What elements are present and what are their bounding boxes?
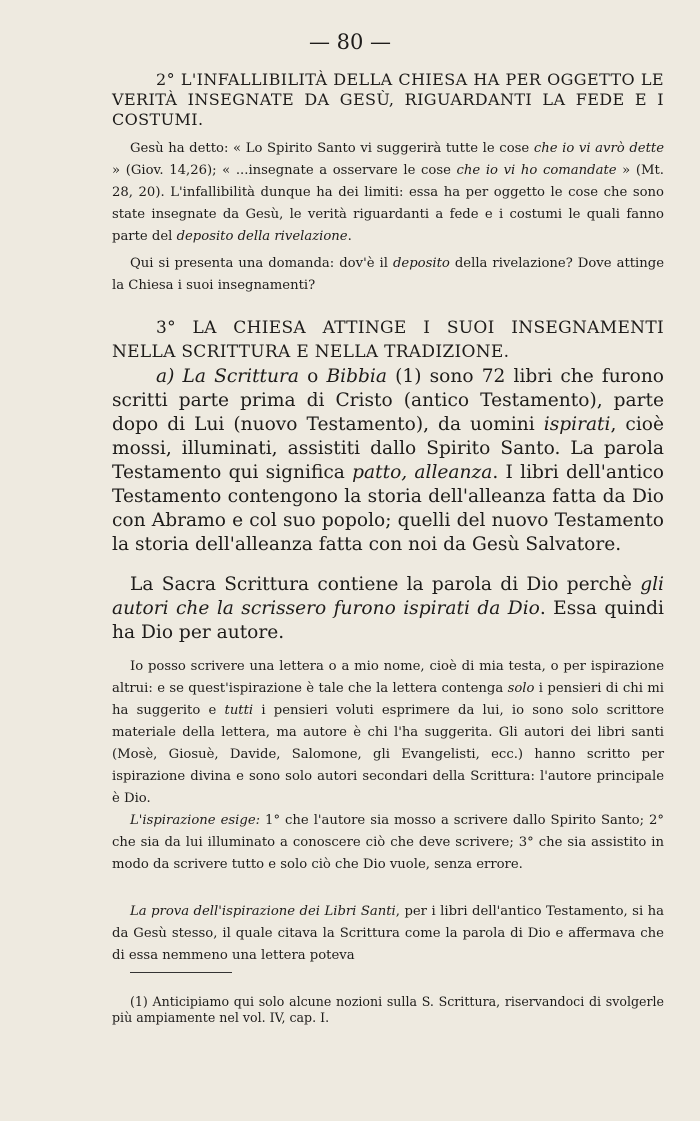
italic-text: a) La Scrittura <box>156 366 299 387</box>
section-heading-2 <box>112 70 664 130</box>
page-number: — 80 — <box>308 30 392 54</box>
italic-text: Bibbia <box>326 366 387 387</box>
paragraph-1 <box>112 138 664 248</box>
paragraph-7 <box>112 901 664 967</box>
text-run: (1) Anticipiamo qui solo alcune nozioni sulla S. Scrittura, riservandoci di svolgerle più ampiamente nel vol. IV, cap. I. <box>112 994 664 1025</box>
italic-text: tutti <box>224 703 254 718</box>
paragraph-2 <box>112 253 664 297</box>
text-run: . Essa quindi ha Dio per autore. <box>112 598 665 643</box>
text-run: La Sacra Scrittura contiene la parola di Dio perchè <box>130 574 641 595</box>
text-run: Qui si presenta una domanda: dov'è il <box>130 256 393 271</box>
section-heading-3 <box>112 316 664 364</box>
footnote <box>112 994 664 1026</box>
italic-text: che io vi ho comandate <box>456 163 617 178</box>
italic-text: L'ispirazione esige: <box>130 813 261 828</box>
italic-text: La prova dell'ispirazione dei Libri Santi <box>130 904 396 919</box>
italic-text: solo <box>507 681 535 696</box>
text-run: i pensieri voluti esprimere da lui, io sono solo scrittore materiale della lettera, ma autore è chi l'ha suggerita. Gli autori dei libri santi (Mosè, Giosuè, Davide, Salomone, gli Evangelisti, ecc.) hanno scritto per ispirazione divina e sono solo autori secondari della Scrittura: l'autore principale è Dio. <box>112 703 664 806</box>
text-run: , per i libri dell'antico Testamento, si ha da Gesù stesso, il quale citava la Scrittura come la parola di Dio e affermava che di essa nemmeno una lettera poteva <box>112 904 664 963</box>
text-run: Gesù ha detto: « Lo Spirito Santo vi suggerirà tutte le cose <box>130 141 534 156</box>
heading-text: 3° LA CHIESA ATTINGE I SUOI INSEGNAMENTI NELLA SCRITTURA E NELLA TRADIZIONE. <box>112 318 664 362</box>
text-run: . I libri dell'antico Testamento contengono la storia dell'alleanza fatta da Dio con Abramo e col suo popolo; quelli del nuovo Testamento la storia dell'alleanza fatta con noi da Gesù Salvatore. <box>112 462 665 555</box>
italic-text: deposito della rivelazione <box>176 229 348 244</box>
italic-text: deposito <box>392 256 450 271</box>
italic-text: patto, alleanza <box>352 462 493 483</box>
italic-text: gli autori che la scrissero furono ispirati da Dio <box>112 574 664 619</box>
paragraph-3 <box>112 365 664 557</box>
text-run: i pensieri di chi mi ha suggerito e <box>112 681 664 718</box>
text-run: 1° che l'autore sia mosso a scrivere dallo Spirito Santo; 2° che sia da lui illuminato a conoscere ciò che deve scrivere; 3° che sia assistito in modo da scrivere tutto e solo ciò che Dio vuole, senza errore. <box>112 813 664 872</box>
text-run: » (Mt. 28, 20). L'infallibilità dunque ha dei limiti: essa ha per oggetto le cose che sono state insegnate da Gesù, le verità riguardanti a fede e i costumi le quali fanno parte del <box>112 163 664 244</box>
italic-text: ispirati <box>543 414 611 435</box>
text-run: o <box>298 366 327 387</box>
italic-text: che io vi avrò dette <box>533 141 664 156</box>
paragraph-6 <box>112 810 664 876</box>
text-run: , cioè mossi, illuminati, assistiti dallo Spirito Santo. La parola Testamento qui significa <box>112 414 664 483</box>
heading-text: 2° L'INFALLIBILITÀ DELLA CHIESA HA PER OGGETTO LE VERITÀ INSEGNATE DA GESÙ, RIGUARDANTI LA FEDE E I COSTUMI. <box>112 70 664 129</box>
text-run: » (Giov. 14,26); « ...insegnate a osservare le cose <box>112 163 457 178</box>
paragraph-4 <box>112 573 664 645</box>
text-run: . <box>347 229 352 244</box>
paragraph-5 <box>112 656 664 810</box>
text-run: della rivelazione? Dove attinge la Chiesa i suoi insegnamenti? <box>112 256 664 293</box>
text-run: (1) sono 72 libri che furono scritti parte prima di Cristo (antico Testamento), parte dopo di Lui (nuovo Testamento), da uomini <box>112 366 664 435</box>
footnote-divider <box>130 972 232 973</box>
text-run: Io posso scrivere una lettera o a mio nome, cioè di mia testa, o per ispirazione altrui: e se quest'ispirazione è tale che la lettera contenga <box>112 659 664 696</box>
